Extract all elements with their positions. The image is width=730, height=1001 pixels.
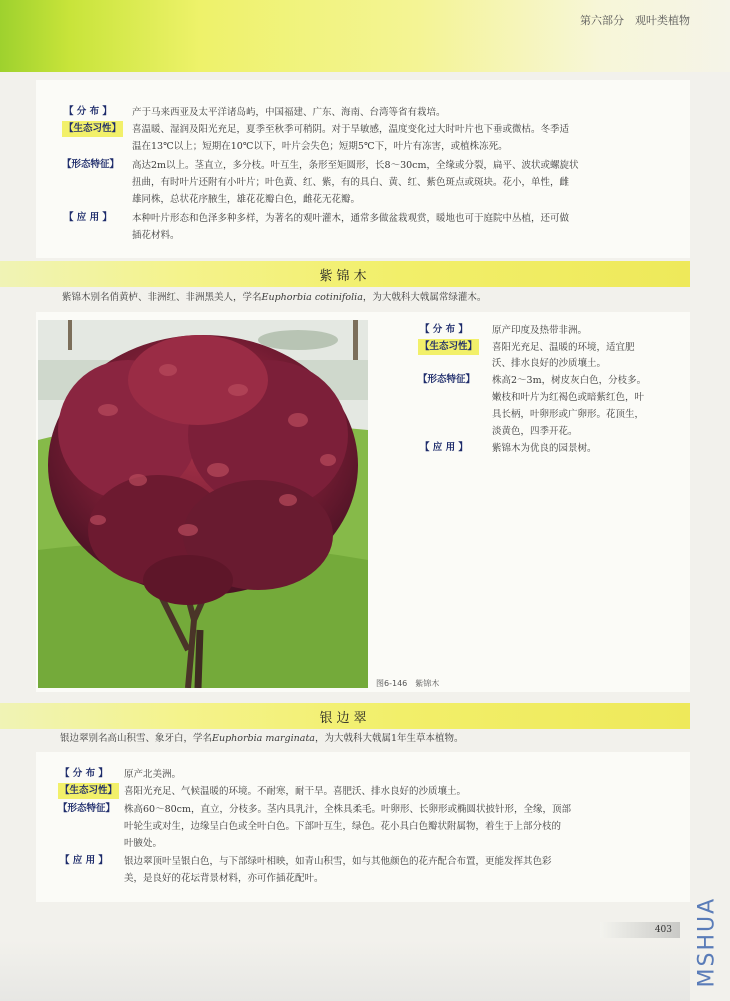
distribution-tag: 【 分 布 】 [420, 324, 468, 335]
page-number: 403 [600, 922, 680, 938]
use-line: 插花材料。 [132, 230, 180, 241]
latin-name: Euphorbia marginata [212, 733, 315, 744]
distribution-text: 原产印度及热带非洲。 [492, 325, 588, 336]
morphology-line: 扭曲，有时叶片还附有小叶片；叶色黄、红、紫，有的具白、黄、红、紫色斑点或斑块。花小，单性，雌 [132, 177, 570, 188]
distribution-tag: 【 分 布 】 [60, 768, 108, 779]
section3-intro [60, 731, 463, 747]
intro-suffix: ，为大戟科大戟属常绿灌木。 [362, 292, 487, 303]
ecology-tag: 【生态习性】 [62, 121, 123, 137]
latin-name: Euphorbia cotinifolia [261, 292, 363, 303]
purple-shrub-photo [38, 320, 368, 688]
morphology-tag: 【形态特征】 [62, 159, 120, 170]
section2-title-band [0, 261, 690, 287]
distribution-tag: 【 分 布 】 [64, 106, 112, 117]
distribution-text: 产于马来西亚及太平洋诸岛屿，中国福建、广东、海南、台湾等省有栽培。 [132, 107, 446, 118]
morphology-line: 淡黄色，四季开花。 [492, 426, 578, 437]
ecology-tag: 【生态习性】 [418, 339, 479, 355]
watermark-text: MSHUA [694, 896, 720, 988]
use-tag: 【 应 用 】 [64, 212, 112, 223]
intro-suffix: ，为大戟科大戟属1年生草本植物。 [314, 733, 464, 744]
section-header: 第六部分 观叶类植物 [580, 14, 690, 27]
bottom-band [0, 940, 690, 1001]
ecology-line: 喜温暖、湿润及阳光充足，夏季至秋季可稍阴。对于旱敏感，温度变化过大时叶片也下垂或微枯。冬季适 [132, 124, 570, 135]
ecology-line: 喜阳光充足、温暖的环境，适宜肥 [492, 342, 635, 353]
header-band [0, 0, 730, 72]
use-line: 美，是良好的花坛背景材料，亦可作插花配叶。 [124, 873, 324, 884]
use-tag: 【 应 用 】 [420, 442, 468, 453]
section3-title: 银边翠 [319, 711, 371, 726]
section3-title-band [0, 703, 690, 729]
distribution-text: 原产北美洲。 [124, 769, 182, 780]
morphology-line: 叶轮生或对生，边缘呈白色或全叶白色。下部叶互生，绿色。花小具白色瓣状附属物，着生于上部分枝的 [124, 821, 562, 832]
ecology-line: 温在13℃以上；短期在10℃以下，叶片会失色；短期5℃下，叶片有冻害，或植株冻死。 [132, 141, 508, 152]
use-text: 紫锦木为优良的园景树。 [492, 443, 597, 454]
morphology-line: 具长柄，叶卵形或广卵形。花顶生， [492, 409, 645, 420]
morphology-line: 雄同株，总状花序腋生，雄花花瓣白色，雌花无花瓣。 [132, 194, 361, 205]
morphology-line: 株高2～3m，树皮灰白色，分枝多。 [492, 375, 647, 386]
use-line: 本种叶片形态和色泽多种多样，为著名的观叶灌木，通常多做盆栽观赏，暖地也可于庭院中丛植，还可做 [132, 213, 570, 224]
ecology-line: 沃、排水良好的沙质壤土。 [492, 358, 607, 369]
ecology-text: 喜阳光充足、气候温暖的环境。不耐寒，耐干旱。喜肥沃、排水良好的沙质壤土。 [124, 786, 467, 797]
section2-title: 紫锦木 [319, 269, 371, 284]
morphology-line: 叶腋处。 [124, 838, 163, 849]
morphology-tag: 【形态特征】 [58, 803, 116, 814]
section2-intro [62, 290, 486, 306]
figure-caption: 图6-146 紫锦木 [376, 679, 440, 688]
morphology-line: 高达2m以上。茎直立，多分枝。叶互生，条形至矩圆形，长8～30cm，全缘或分裂，扁平、波状或螺旋状 [132, 160, 579, 171]
morphology-line: 嫩枝和叶片为红褐色或暗紫红色，叶 [492, 392, 645, 403]
ecology-tag: 【生态习性】 [58, 783, 119, 799]
morphology-line: 株高60～80cm，直立，分枝多。茎内具乳汁，全株具柔毛。叶卵形、长卵形或椭圆状披针形，全缘，顶部 [124, 804, 572, 815]
morphology-tag: 【形态特征】 [418, 374, 476, 385]
watermark [690, 880, 724, 990]
shrub-illustration [38, 320, 368, 688]
use-tag: 【 应 用 】 [60, 855, 108, 866]
use-line: 银边翠顶叶呈银白色，与下部绿叶相映，如青山积雪，如与其他颜色的花卉配合布置，更能发挥其色彩 [124, 856, 552, 867]
intro-prefix: 紫锦木别名俏黄栌、非洲红、非洲黑美人，学名 [62, 292, 262, 303]
intro-prefix: 银边翠别名高山积雪、象牙白，学名 [60, 733, 213, 744]
